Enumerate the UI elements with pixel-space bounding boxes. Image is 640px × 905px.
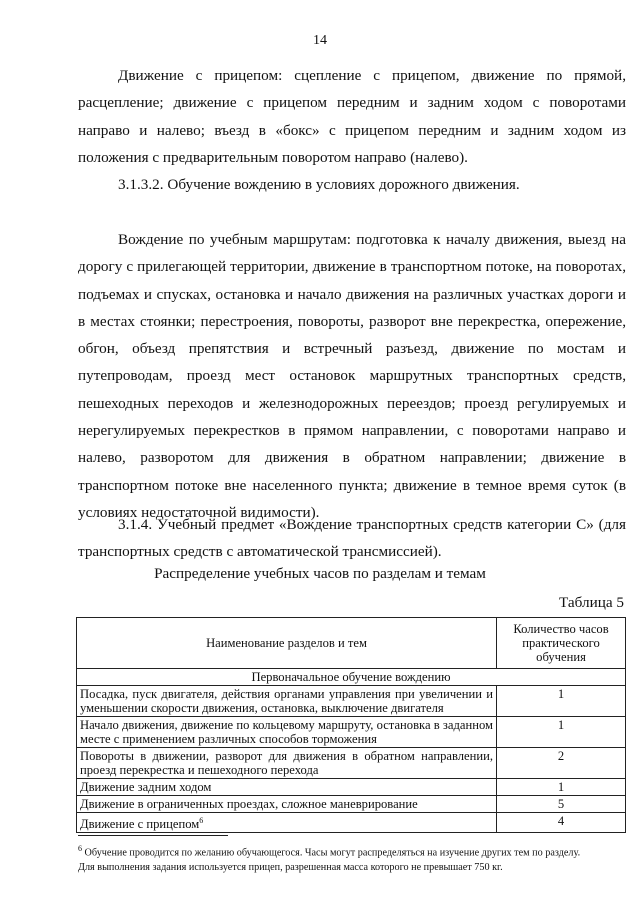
hours-table bbox=[76, 617, 626, 833]
table-row bbox=[77, 796, 626, 813]
footnote bbox=[78, 841, 628, 875]
paragraph-section-3-1-4: 3.1.4. Учебный предмет «Вождение транспортных средств категории С» (для транспортных средств с автоматической трансмиссией). bbox=[78, 516, 626, 561]
table-row bbox=[77, 813, 626, 833]
distribution-title: Распределение учебных часов по разделам и темам bbox=[154, 565, 486, 582]
section-title: Первоначальное обучение вождению bbox=[77, 669, 626, 686]
footnote-divider bbox=[78, 835, 228, 836]
table-row bbox=[77, 686, 626, 717]
footnote-mark: 6 bbox=[78, 844, 82, 853]
topic-name: Движение в ограниченных проездах, сложное маневрирование bbox=[77, 796, 497, 813]
topic-name-text: Движение с прицепом bbox=[80, 817, 200, 832]
topic-hours: 2 bbox=[497, 748, 626, 779]
topic-hours: 1 bbox=[497, 717, 626, 748]
table-label: Таблица 5 bbox=[559, 594, 624, 611]
table-row bbox=[77, 717, 626, 748]
footnote-text-1: Обучение проводится по желанию обучающегося. Часы могут распределяться на изучение других тем по разделу. bbox=[84, 847, 581, 859]
topic-hours: 1 bbox=[497, 779, 626, 796]
topic-name: Движение задним ходом bbox=[77, 779, 497, 796]
topic-name: Начало движения, движение по кольцевому маршруту, остановка в заданном месте с применением различных способов торможения bbox=[77, 717, 497, 748]
paragraph-route-driving: Вождение по учебным маршрутам: подготовка к началу движения, выезд на дорогу с прилегающей территории, движение в транспортном потоке, на поворотах, подъемах и спусках, остановка и начало движения на различных участках дороги и в местах стоянки; перестроения, повороты, разворот вне перекрестка, опережение, обгон, объезд препятствия и встречный разъезд, движение по мостам и путепроводам, проезд мест остановок маршрутных транспортных средств, пешеходных переходов и железнодорожных переездов; проезд регулируемых и нерегулируемых перекрестков в прямом направлении, с поворотами направо и налево, разворотом для движения в обратном направлении; движение в транспортном потоке вне населенного пункта; движение в темное время суток (в условиях недостаточной видимости). bbox=[78, 231, 626, 521]
topic-hours: 5 bbox=[497, 796, 626, 813]
topic-name: Посадка, пуск двигателя, действия органами управления при увеличении и уменьшении скорости движения, остановка, выключение двигателя bbox=[77, 686, 497, 717]
footnote-line-1 bbox=[78, 841, 628, 860]
footnote-line-2: Для выполнения задания используется прицеп, разрешенная масса которого не превышает 750 кг. bbox=[78, 862, 503, 874]
table-section-row bbox=[77, 669, 626, 686]
header-name: Наименование разделов и тем bbox=[77, 618, 497, 669]
topic-hours: 1 bbox=[497, 686, 626, 717]
paragraph-trailer-driving: Движение с прицепом: сцепление с прицепом, движение по прямой, расцепление; движение с прицепом передним и задним ходом с поворотами направо и налево; въезд в «бокс» с прицепом передним и задним ходом из положения с предварительным поворотом направо (налево). bbox=[78, 67, 626, 166]
page-number: 14 bbox=[313, 33, 327, 48]
table-row bbox=[77, 748, 626, 779]
topic-name bbox=[77, 813, 497, 833]
paragraph-section-3-1-3-2: 3.1.3.2. Обучение вождению в условиях дорожного движения. bbox=[118, 176, 520, 193]
footnote-ref: 6 bbox=[199, 816, 204, 825]
header-hours: Количество часов практического обучения bbox=[497, 618, 626, 669]
table-header-row bbox=[77, 618, 626, 669]
topic-hours: 4 bbox=[497, 813, 626, 833]
table-row bbox=[77, 779, 626, 796]
topic-name: Повороты в движении, разворот для движения в обратном направлении, проезд перекрестка и пешеходного перехода bbox=[77, 748, 497, 779]
